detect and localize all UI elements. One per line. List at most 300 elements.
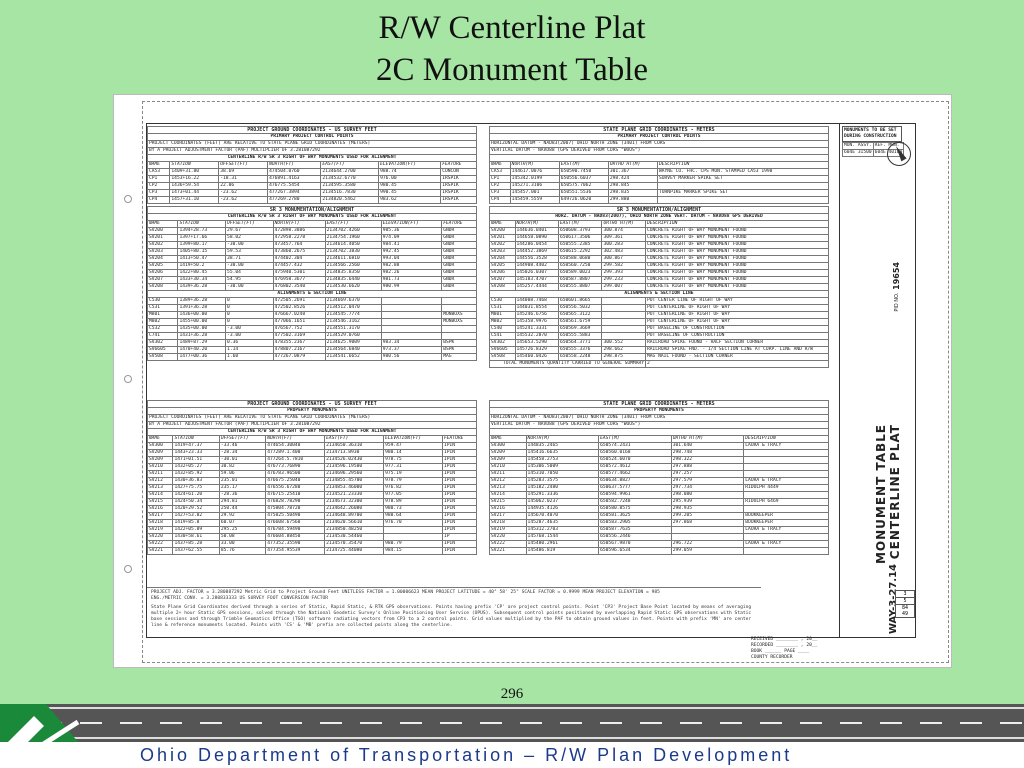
table-cell: C531	[148, 305, 178, 312]
table-cell: 1436+00.00	[178, 312, 226, 319]
table-cell: 145459.5559	[510, 197, 559, 204]
table-cell: CONCON	[441, 169, 477, 176]
table-cell: LAURA & TRACY	[744, 527, 829, 534]
table-cell: RAILROAD SPIKE FOUND - HALF SECTION CORNER	[646, 340, 829, 347]
total-label: TOTAL MONUMENTS QUANTITY CARRIED TO GENERAL SUMMARY	[490, 361, 646, 368]
table-row	[490, 228, 829, 235]
table-cell: 2134644.2700	[321, 169, 379, 176]
table-row	[490, 548, 829, 555]
table-cell: CP2	[490, 183, 511, 190]
table-cell: NORTH(FT)	[268, 162, 321, 169]
plat-notes	[147, 587, 761, 631]
table-row	[490, 190, 829, 197]
table-cell: 296.722	[671, 541, 744, 548]
table-cell: 649726.0620	[559, 197, 608, 204]
table-cell: 477502.3169	[273, 333, 325, 340]
table-cell: SV211	[148, 471, 173, 478]
table-cell: 144556.3528	[515, 256, 558, 263]
table-row	[490, 333, 829, 340]
table-row	[490, 312, 829, 319]
sheet-page: 3	[903, 591, 907, 597]
table-cell	[671, 534, 744, 541]
table-cell: SV221	[490, 548, 527, 555]
table-cell: 85.76	[219, 548, 265, 555]
table-cell: 476675.25040	[266, 478, 325, 485]
table-cell: GNDR	[442, 256, 477, 263]
table-cell: 978.79	[384, 478, 443, 485]
table-cell: 50.08	[219, 534, 265, 541]
sheet-title-line2: MONUMENT TABLE	[874, 424, 888, 565]
table-row	[490, 347, 829, 354]
table-cell: IPIN	[443, 450, 477, 457]
table-note: CENTERLINE R/W SR 3 RIGHT OF WAY MONUMENTS USED FOR ALIGNMENT	[148, 155, 477, 162]
recorder-line: RECEIVED ________ , 20__	[751, 637, 818, 642]
table-cell: 33.00	[219, 541, 265, 548]
table-cell: CP3	[148, 190, 170, 197]
table-row	[148, 443, 477, 450]
pid-label: PID NO.	[894, 292, 900, 312]
table-row	[490, 326, 829, 333]
table-cell: 650569.3669	[558, 326, 601, 333]
sheet-title-line1: CENTERLINE PLAT	[888, 424, 902, 560]
table-cell: 2134648.89700	[325, 513, 384, 520]
table-cell: 29.92	[219, 513, 265, 520]
table-cell: MONBOXS	[442, 319, 477, 326]
table-cell: 2134526.02430	[325, 457, 384, 464]
table-cell: 650577.4662	[599, 471, 672, 478]
table-cell: 144031.8554	[515, 305, 558, 312]
plat-sheet	[113, 94, 952, 668]
table-cell: 1457+31.10	[170, 197, 219, 204]
table-cell: 144658.0890	[515, 235, 558, 242]
table-cell: 477066.1651	[273, 319, 325, 326]
table-cell: 650561.6759	[558, 319, 601, 326]
table-cell: SV207	[490, 277, 516, 284]
table-cell: 977.31	[384, 464, 443, 471]
table-cell: NAME	[148, 436, 173, 443]
table-row	[148, 347, 477, 354]
table-cell	[381, 305, 441, 312]
alignment-table-left	[147, 206, 477, 361]
table-cell: 650590.7450	[559, 169, 608, 176]
table-cell: 650524.6070	[599, 457, 672, 464]
table-cell: 472958.2278	[273, 235, 325, 242]
alignment-table-right	[489, 206, 829, 368]
table-row	[148, 256, 477, 263]
table-row	[490, 284, 829, 291]
table-cell: 993.04	[381, 256, 441, 263]
table-cell: 1.14	[226, 347, 274, 354]
table-row	[148, 249, 477, 256]
table-cell: 476567.752	[273, 326, 325, 333]
table-cell: 650589.0023	[558, 270, 601, 277]
column-header-row	[490, 436, 829, 443]
table-cell: ELEVATION(FT)	[379, 162, 441, 169]
table-row	[490, 443, 829, 450]
sheet-id: WAY-3-27.14	[888, 564, 899, 635]
table-row	[490, 235, 829, 242]
table-cell: 2134620.56610	[325, 520, 384, 527]
table-cell: SV214	[148, 492, 173, 499]
table-cell: 144636.0401	[515, 228, 558, 235]
plat-content	[146, 123, 840, 638]
table-cell: 2134754.1960	[325, 235, 381, 242]
table-cell: 2134596.19500	[325, 464, 384, 471]
table-header: PROJECT GROUND COORDINATES - US SURVEY FEET	[148, 401, 477, 408]
table-cell: IPIN	[443, 471, 477, 478]
table-row	[148, 464, 477, 471]
table-cell: 145241.3331	[515, 326, 558, 333]
table-cell: SV6605	[490, 347, 516, 354]
recorder-line: RECORDED ________ , 20__	[751, 643, 818, 648]
table-cell: SV204	[148, 256, 178, 263]
table-cell: 1391+36.28	[178, 305, 226, 312]
table-note: HORZ. DATUM - NAD83(2007), OHIO NORTH ZONE VERT. DATUM - NAVD88 GPS DERIVED	[490, 214, 829, 221]
recorder-line: COUNTY RECORDER	[751, 655, 793, 660]
table-cell: 1405+80.15	[178, 249, 226, 256]
table-cell: IRSPIK	[441, 176, 477, 183]
table-cell: 145532.2870	[515, 333, 558, 340]
table-cell: 2134820.5462	[321, 197, 379, 204]
table-cell: -18.31	[219, 176, 268, 183]
table-row	[148, 263, 477, 270]
table-cell: 650617.3506	[558, 235, 601, 242]
table-row	[490, 270, 829, 277]
table-cell: 650588.0680	[558, 256, 601, 263]
footer-bar	[0, 742, 1024, 768]
table-cell: -30.00	[226, 284, 274, 291]
table-cell: IPIN	[443, 541, 477, 548]
table-cell: CONCRETE RIGHT OF WAY MONUMENT FOUND	[646, 256, 829, 263]
table-cell: 2134551.3170	[325, 326, 381, 333]
table-cell: M801	[148, 312, 178, 319]
table-cell: 982.26	[381, 270, 441, 277]
table-cell: LAURA & TRACY	[744, 478, 829, 485]
table-cell: SV206	[490, 270, 516, 277]
table-cell: 1470+40.20	[178, 347, 226, 354]
table-cell: 145768.1544	[526, 534, 599, 541]
table-cell: 973.37	[381, 347, 441, 354]
table-cell: -3.00	[226, 326, 274, 333]
table-cell: 1432+85.92	[173, 471, 219, 478]
table-cell: SV216	[490, 506, 527, 513]
table-cell: CONCRETE RIGHT OF WAY MONUMENT FOUND	[646, 277, 829, 284]
table-cell: 0	[226, 305, 274, 312]
table-row	[490, 457, 829, 464]
property-table-right	[489, 400, 829, 555]
table-cell: SV219	[490, 527, 527, 534]
table-cell: 477264.5.7810	[266, 457, 325, 464]
table-row	[490, 450, 829, 457]
table-cell	[442, 326, 477, 333]
table-cell: OFFSET(FT)	[219, 436, 265, 443]
survey-notes: State Plane Grid Coordinates derived through a series of Static, Rapid Static, & RTK GPS observations. Points having prefix 'CP' are project control points. Point 'CP3' Project Base Point located by means of averaging multiple 2+ hour Static GPS sessions, solved through the National Geodetic Survey's Online Positioning User Service (OPUS). Subsequent control points positioned by overlapping Rapid Static GPS observations with Static base sessions and through Trimble Geomatics Office (TGO) software radiating vectors from CP3 to a 2 control points. Grid values multiplied by the PAF to obtain ground values in feet. Points with prefix 'MN' are center line & reference monuments located. Points with 'CS' & 'MB' prefix are collected points along the centerline.	[151, 605, 752, 628]
table-cell: 983.62	[379, 197, 441, 204]
table-cell: NORTH(M)	[510, 162, 559, 169]
table-cell: 476775.5454	[268, 183, 321, 190]
table-row	[148, 499, 477, 506]
table-note: CENTERLINE R/W SR 3 RIGHT OF WAY MONUMENTS USED FOR ALIGNMENT	[148, 214, 477, 221]
table-cell: CP4	[490, 197, 511, 204]
table-row	[490, 277, 829, 284]
punch-hole	[124, 195, 132, 203]
table-row	[148, 340, 477, 347]
table-cell: SV200	[148, 228, 178, 235]
table-cell: 1432+05.27	[173, 464, 219, 471]
total-value: 2	[646, 361, 829, 368]
table-cell: 1453+16.22	[170, 176, 219, 183]
table-cell: 299.233	[602, 277, 646, 284]
table-cell: 959.47	[384, 443, 443, 450]
table-cell: MAG	[442, 354, 477, 361]
table-cell: 299.007	[602, 284, 646, 291]
table-cell: -30.00	[226, 263, 274, 270]
section-label: ALIGNMENTS & SECTION LINE	[490, 291, 829, 298]
table-cell: NAME	[148, 221, 178, 228]
table-row	[490, 471, 829, 478]
table-cell: POT CENTERLINE OF RIGHT OF WAY	[646, 312, 829, 319]
table-cell	[658, 197, 829, 204]
table-cell: C530	[148, 298, 178, 305]
table-row	[148, 541, 477, 548]
table-row	[490, 176, 829, 183]
property-table-left	[147, 400, 477, 555]
table-cell: 2134850.48250	[325, 527, 384, 534]
table-cell: 145457.001	[510, 190, 559, 197]
table-cell: 297.734	[671, 485, 744, 492]
table-cell: -33.46	[219, 443, 265, 450]
table-cell: 299.205	[671, 513, 744, 520]
section-label: ALIGNMENTS & SECTION LINE	[148, 291, 477, 298]
table-cell: SV302	[490, 340, 516, 347]
table-cell: 145283.3575	[526, 478, 599, 485]
footer-text: Ohio Department of Transportation – R/W Plan Development	[140, 745, 793, 765]
table-cell: SV209	[148, 450, 173, 457]
table-cell: MONBOXS	[442, 312, 477, 319]
table-note: VERTICAL DATUM - NAVD88 (GPS DERIVED FROM CORS "WOOS")	[490, 422, 829, 429]
table-cell: ORTHO HT(M)	[608, 162, 657, 169]
table-cell: NAME	[490, 436, 527, 443]
table-cell: 604E 3I500	[844, 150, 872, 155]
table-cell: 145182.2480	[526, 485, 599, 492]
table-note: BY A PROJECT ADJUSTMENT FACTOR (PAF) MULTIPLIER OF 3.281087292	[148, 148, 477, 155]
table-cell: SV219	[148, 527, 173, 534]
table-cell: SV213	[148, 485, 173, 492]
table-cell: ORTHO HT(M)	[671, 436, 744, 443]
factor-line: PROJECT ADJ. FACTOR = 3.280887292 Metric Grid to Project Ground Feet UNITLESS FACTOR = 1.00006623 MEAN PROJECT LATITUDE = 40° 58' 25" SCALE FACTOR = 0.9999 MEAN PROJECT ELEVATION = 985	[151, 590, 660, 595]
table-row	[148, 534, 477, 541]
table-cell: CONCRETE RIGHT OF WAY MONUMENT FOUND	[646, 270, 829, 277]
table-cell: SV216	[148, 506, 173, 513]
table-cell: 2134625.9009	[325, 340, 381, 347]
table-cell: 988.74	[379, 169, 441, 176]
table-row	[148, 354, 477, 361]
table-cell: 478807.2167	[273, 347, 325, 354]
table-cell: 604E 40I00	[874, 150, 903, 155]
table-cell: 0.36	[226, 340, 274, 347]
table-cell: SV300	[148, 443, 173, 450]
table-cell: 2134835.6440	[325, 277, 381, 284]
table-cell: SV201	[148, 235, 178, 242]
table-cell: 145416.6635	[526, 450, 599, 457]
table-cell: 299.880	[608, 197, 657, 204]
table-cell: 650560.7250	[558, 263, 601, 270]
table-cell: 650608.3793	[558, 228, 601, 235]
table-cell: 472505.2691	[273, 298, 325, 305]
table-cell: 235.01	[219, 478, 265, 485]
sheet-page-total: 5	[896, 597, 914, 604]
table-cell: 650582.7248	[599, 499, 672, 506]
table-cell: CP3	[490, 190, 511, 197]
table-cell: SV208	[148, 284, 178, 291]
table-cell: SV218	[148, 520, 173, 527]
table-cell: 1419+47.37	[173, 443, 219, 450]
table-cell: 144935.4126	[526, 506, 599, 513]
table-cell	[602, 305, 646, 312]
slide-title-line2: 2C Monument Table	[375, 52, 649, 88]
table-cell: 477289.1.400	[266, 450, 325, 457]
punch-hole	[124, 565, 132, 573]
table-cell: -23.62	[219, 190, 268, 197]
table-cell	[381, 312, 441, 319]
table-cell: GNDR	[442, 249, 477, 256]
table-row	[490, 513, 829, 520]
table-cell: 984.41	[381, 242, 441, 249]
table-cell: FEATURE	[443, 436, 477, 443]
table-row	[490, 263, 829, 270]
table-note	[490, 155, 829, 162]
table-cell: 1409+31.80	[170, 169, 219, 176]
table-cell: SV217	[148, 513, 173, 520]
table-cell: 980.56	[381, 354, 441, 361]
table-cell: 298.835	[608, 190, 657, 197]
table-cell: 650587.8807	[558, 277, 601, 284]
table-cell: 475940.5301	[273, 270, 325, 277]
recorder-block	[751, 637, 844, 661]
sheet-page-box	[895, 590, 915, 618]
table-cell	[744, 548, 829, 555]
table-cell: -3.00	[226, 333, 274, 340]
table-cell: 476715.25410	[266, 492, 325, 499]
table-cell	[381, 333, 441, 340]
table-cell: IRSPIK	[441, 197, 477, 204]
table-cell: SV302	[148, 340, 178, 347]
table-row	[148, 270, 477, 277]
table-header: SR 3 MONUMENTATION/ALIGNMENT	[148, 207, 477, 214]
table-cell: RIDOLPH 4449	[744, 485, 829, 492]
table-cell: 299.059	[671, 548, 744, 555]
table-cell: REF. MON.	[873, 143, 904, 150]
table-cell: 992.45	[381, 249, 441, 256]
table-cell	[602, 312, 646, 319]
table-row	[490, 319, 829, 326]
table-cell: SV220	[490, 534, 527, 541]
table-row	[148, 527, 477, 534]
table-row	[490, 492, 829, 499]
table-row	[490, 485, 829, 492]
table-cell: 1389+36.28	[178, 298, 226, 305]
table-cell: SV202	[148, 242, 178, 249]
table-cell: IRSPIK	[441, 183, 477, 190]
table-cell: GNDR	[442, 228, 477, 235]
table-cell: -30.00	[226, 242, 274, 249]
table-cell: 650583.2905	[599, 520, 672, 527]
table-cell: CONCRETE RIGHT OF WAY MONUMENT FOUND	[646, 235, 829, 242]
table-cell: 650587.7635	[599, 527, 672, 534]
table-cell: 1422+80.45	[178, 270, 226, 277]
table-cell: IPIN	[443, 478, 477, 485]
table-cell: 476604.88450	[266, 534, 325, 541]
table-cell	[744, 450, 829, 457]
table-cell: EAST(M)	[599, 436, 672, 443]
table-row	[148, 478, 477, 485]
total-row	[490, 361, 829, 368]
table-cell: C532	[148, 326, 178, 333]
table-row	[490, 305, 829, 312]
table-row	[490, 534, 829, 541]
table-cell: 473457.764	[273, 242, 325, 249]
table-cell: 983.34	[381, 340, 441, 347]
table-cell: 144617.0076	[510, 169, 559, 176]
table-cell: 2134521.23330	[325, 492, 384, 499]
table-cell: 2134546.3162	[325, 319, 381, 326]
table-cell: 1443+23.33	[173, 450, 219, 457]
table-cell: SV218	[490, 520, 527, 527]
table-cell: 145458.2753	[526, 457, 599, 464]
table-cell: IPIN	[443, 464, 477, 471]
table-cell: EAST(M)	[559, 162, 608, 169]
table-cell: 1394+28.73	[178, 228, 226, 235]
table-cell: 2134696.29560	[325, 471, 384, 478]
table-cell	[602, 319, 646, 326]
title-block	[839, 123, 916, 638]
table-cell: 250.44	[219, 506, 265, 513]
table-cell: STATION	[170, 162, 219, 169]
table-cell: 976.70	[384, 520, 443, 527]
table-cell: 476958.3677	[273, 277, 325, 284]
table-cell: IPIN	[443, 443, 477, 450]
table-row	[490, 242, 829, 249]
column-header-row	[490, 221, 829, 228]
table-cell: BOOKKEEPER	[744, 513, 829, 520]
column-header-row	[490, 162, 829, 169]
table-cell: 2134855.45700	[325, 478, 384, 485]
table-cell: 650634.8827	[599, 478, 672, 485]
table-cell: 472898.3886	[273, 228, 325, 235]
table-cell: CP4	[148, 197, 170, 204]
table-cell	[744, 457, 829, 464]
table-cell: 975.19	[384, 471, 443, 478]
table-row	[148, 506, 477, 513]
table-cell: SV207	[148, 277, 178, 284]
table-cell: 60.07	[219, 520, 265, 527]
table-cell: NORTH(M)	[526, 436, 599, 443]
table-cell: 145062.0237	[526, 499, 599, 506]
table-cell: 980.79	[384, 541, 443, 548]
table-cell	[744, 471, 829, 478]
table-cell: 476608.67560	[266, 520, 325, 527]
table-cell: SV208	[490, 284, 516, 291]
table-cell: 980.64	[384, 513, 443, 520]
table-cell: SV203	[490, 249, 516, 256]
table-note: BY A PROJECT ADJUSTMENT FACTOR (PAF) MULTIPLIER OF 3.281087292	[148, 422, 477, 429]
table-cell: 300.552	[602, 340, 646, 347]
table-cell: 477267.0879	[273, 354, 325, 361]
section-row	[490, 291, 829, 298]
table-cell: 650601.8665	[558, 298, 601, 305]
table-cell: 1.60	[226, 354, 274, 361]
table-cell: 2134530.54460	[325, 534, 384, 541]
